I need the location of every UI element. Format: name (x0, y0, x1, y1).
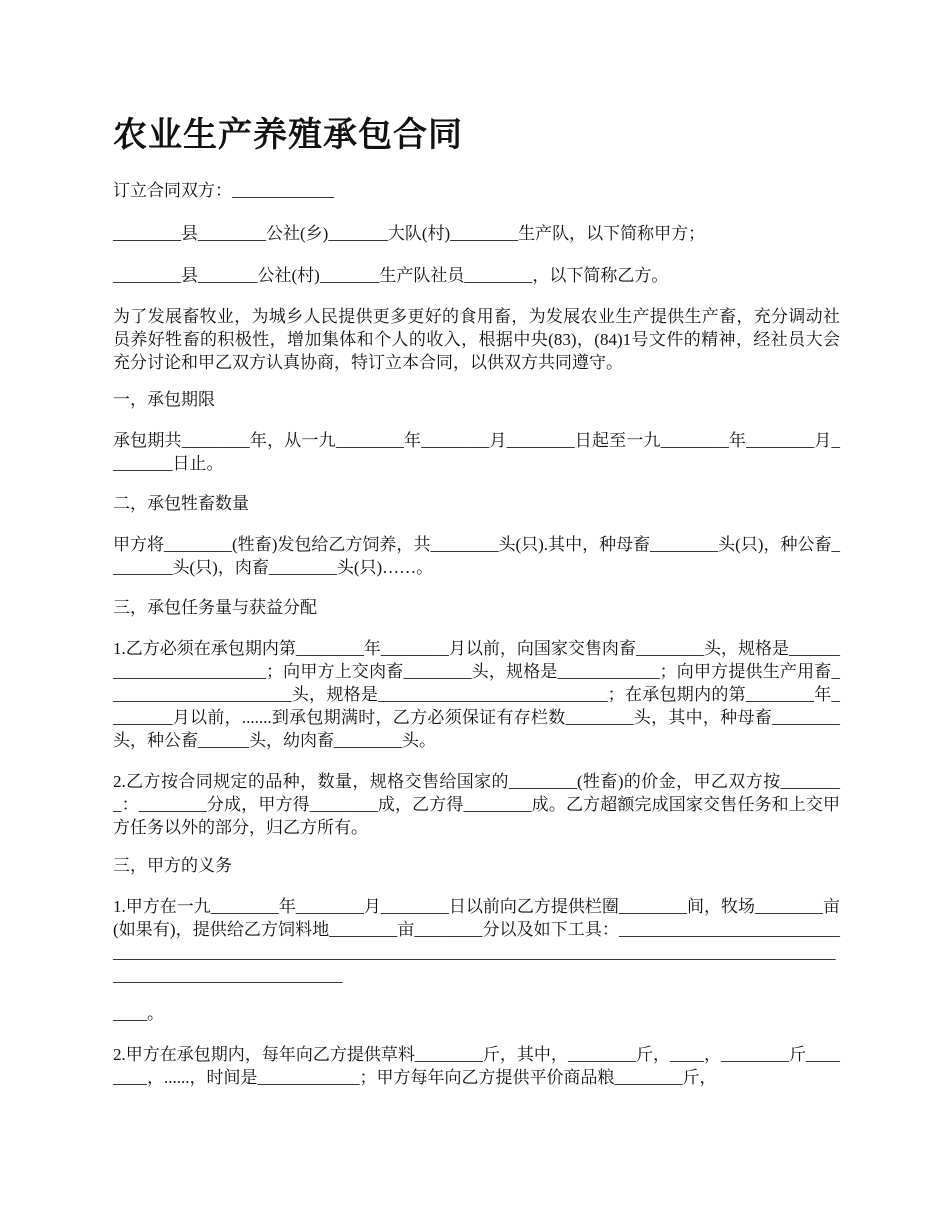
term-paragraph: 承包期共________年，从一九________年________月________日起至一九________年________月________日止。 (113, 431, 840, 473)
section-heading-term: 一，承包期限 (113, 390, 215, 409)
tasks-clause-2: 2.乙方按合同规定的品种，数量，规格交售给国家的________(牲畜)的价金，甲乙双方按________：________分成，甲方得________成，乙方得________成。乙方超额完成国家交售任务和上交甲方任务以外的部分，归乙方所有。 (113, 772, 840, 837)
duties-clause-2: 2.甲方在承包期内，每年向乙方提供草料________斤，其中，________斤，____，________斤________，......，时间是____________；甲方每年向乙方提供平价商品粮________斤， (113, 1045, 840, 1087)
section-heading-livestock: 二，承包牲畜数量 (113, 494, 249, 513)
party-b-line: ________县_______公社(村)_______生产队社员________，以下简称乙方。 (113, 266, 669, 285)
tasks-clause-1: 1.乙方必须在承包期内第________年________月以前，向国家交售肉畜________头，规格是________________________；向甲方上交肉畜________头，规格是____________；向甲方提供生产用畜______________________头，规格是___________________________；在承包期内的第________年________月以前，.......到承包期满时，乙方必须保证有存栏数________头，其中，种母畜________头，种公畜______头，幼肉畜________头。 (113, 639, 840, 750)
party-a-line: ________县________公社(乡)_______大队(村)________生产队，以下简称甲方； (113, 224, 706, 243)
preamble-paragraph: 为了发展畜牧业，为城乡人民提供更多更好的食用畜，为发展农业生产提供生产畜，充分调动社员养好牲畜的积极性，增加集体和个人的收入，根据中央(83)，(84)1号文件的精神，经社员大会充分讨论和甲乙双方认真协商，特订立本合同，以供双方共同遵守。 (113, 307, 840, 372)
parties-line: 订立合同双方：____________ (113, 181, 334, 200)
duties-clause-1-end: ____。 (113, 1004, 164, 1023)
livestock-paragraph: 甲方将________(牲畜)发包给乙方饲养，共________头(只).其中，种母畜________头(只)，种公畜________头(只)，肉畜________头(只)……。 (113, 535, 840, 577)
document-title: 农业生产养殖承包合同 (113, 115, 463, 155)
section-heading-tasks: 三，承包任务量与获益分配 (113, 598, 317, 617)
duties-clause-1: 1.甲方在一九________年________月________日以前向乙方提供栏圈________间，牧场________亩(如果有)，提供给乙方饲料地________亩________分以及如下工具：__________________________________________________________________________________________________________________________________________ (113, 897, 840, 985)
section-heading-party-a-duties: 三，甲方的义务 (113, 856, 232, 875)
